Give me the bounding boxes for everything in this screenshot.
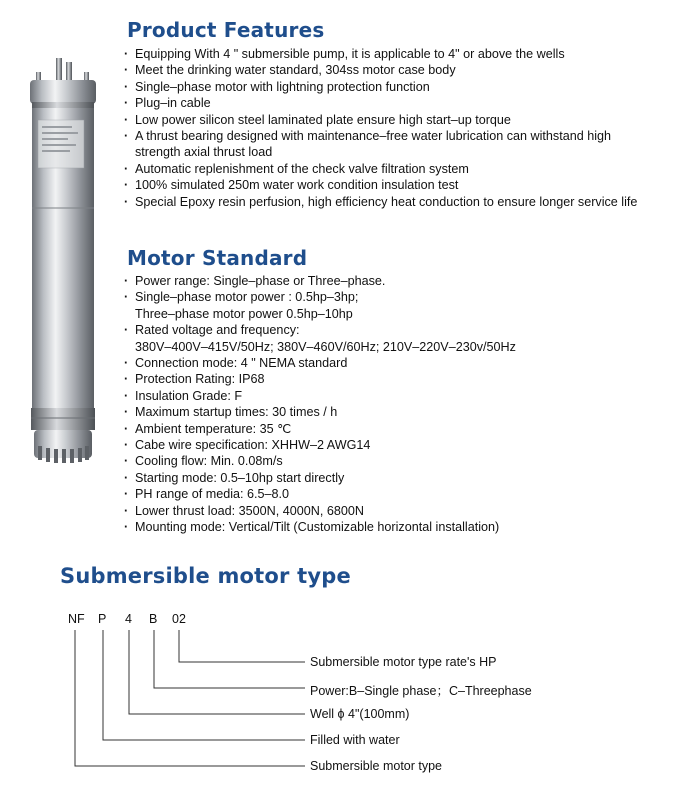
list-item: · Maximum startup times: 30 times / h (123, 404, 516, 420)
list-item: 380V–400V–415V/50Hz; 380V–460V/60Hz; 210V–220V–230v/50Hz (135, 339, 516, 354)
product-features-heading: Product Features (127, 18, 325, 42)
code-nf: NF (68, 612, 85, 626)
list-item: · Insulation Grade: F (123, 388, 516, 404)
list-item: · Starting mode: 0.5–10hp start directly (123, 470, 516, 486)
list-item: · Rated voltage and frequency: (123, 322, 516, 338)
connector-line-water (103, 630, 305, 740)
connector-line-power (154, 630, 305, 688)
motor-type-heading: Submersible motor type (60, 564, 351, 588)
motor-standard-heading: Motor Standard (127, 246, 308, 270)
desc-hp-rate: Submersible motor type rate's HP (310, 655, 497, 669)
list-item: · Low power silicon steel laminated plate ensure high start–up torque (123, 112, 637, 128)
list-item: strength axial thrust load (135, 145, 273, 160)
list-item: · A thrust bearing designed with maintenance–free water lubrication can withstand high (123, 128, 637, 144)
desc-motor-type: Submersible motor type (310, 759, 443, 773)
list-item: · Single–phase motor with lightning protection function (123, 79, 637, 95)
list-item: · Meet the drinking water standard, 304ss motor case body (123, 62, 637, 78)
list-item: · Single–phase motor power : 0.5hp–3hp; (123, 289, 516, 305)
list-item: · Ambient temperature: 35 ℃ (123, 421, 516, 437)
list-item: · Protection Rating: IP68 (123, 371, 516, 387)
connector-line-well (129, 630, 305, 714)
desc-power: Power:B–Single phase；C–Threephase (310, 684, 532, 698)
connector-line-type (75, 630, 305, 766)
product-features-list (123, 46, 637, 210)
code-b: B (149, 612, 158, 626)
submersible-motor-image (22, 58, 104, 468)
list-item: · Mounting mode: Vertical/Tilt (Customizable horizontal installation) (123, 519, 516, 535)
list-item: · 100% simulated 250m water work condition insulation test (123, 177, 637, 193)
list-item: · Connection mode: 4 " NEMA standard (123, 355, 516, 371)
code-p: P (98, 612, 107, 626)
list-item: · Lower thrust load: 3500N, 4000N, 6800N (123, 503, 516, 519)
motor-standard-list (123, 273, 516, 536)
list-item: Three–phase motor power 0.5hp–10hp (135, 306, 353, 321)
list-item: · Plug–in cable (123, 95, 637, 111)
list-item: · Cabe wire specification: XHHW–2 AWG14 (123, 437, 516, 453)
list-item: · PH range of media: 6.5–8.0 (123, 486, 516, 502)
list-item: · Special Epoxy resin perfusion, high efficiency heat conduction to ensure longer service life (123, 194, 637, 210)
desc-filled: Filled with water (310, 733, 400, 747)
code-02: 02 (172, 612, 186, 626)
list-item: · Cooling flow: Min. 0.08m/s (123, 453, 516, 469)
list-item: · Power range: Single–phase or Three–phase. (123, 273, 516, 289)
connector-line-hp (179, 630, 305, 662)
code-4: 4 (125, 612, 132, 626)
list-item: · Equipping With 4 " submersible pump, it is applicable to 4" or above the wells (123, 46, 637, 62)
list-item: · Automatic replenishment of the check valve filtration system (123, 161, 637, 177)
desc-well: Well ϕ 4"(100mm) (310, 707, 410, 721)
